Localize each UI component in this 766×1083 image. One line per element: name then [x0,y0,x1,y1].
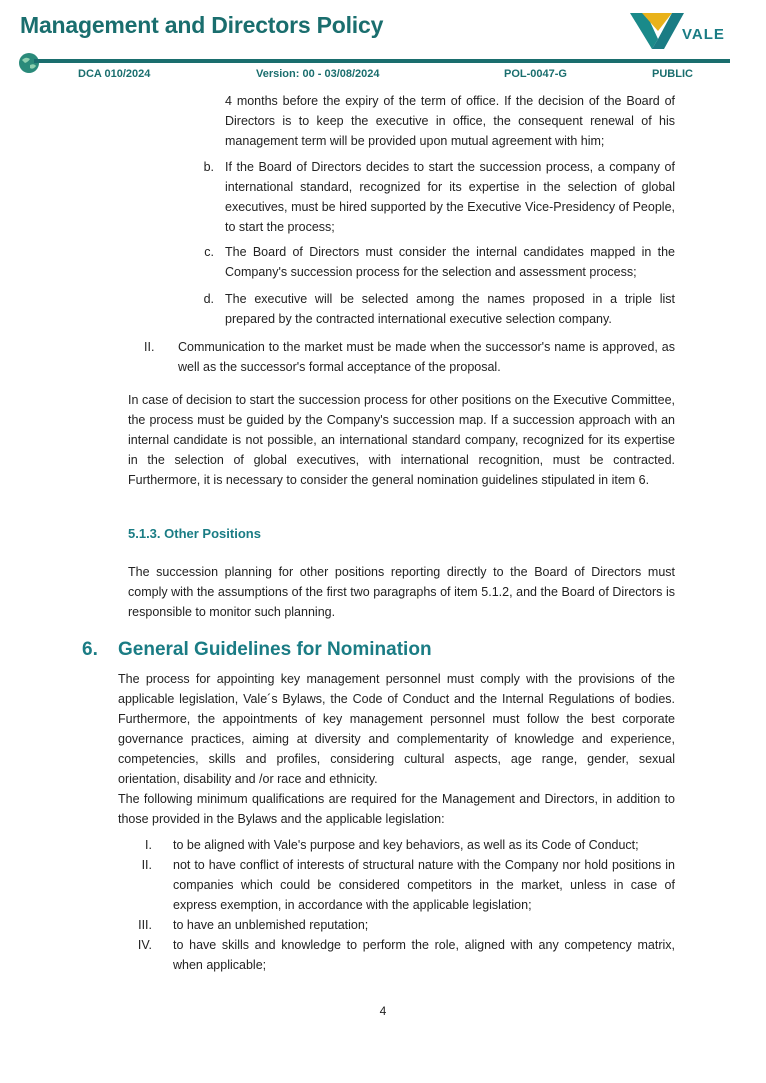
paragraph-appointment-process: The process for appointing key management personnel must comply with the provisions of the applicable legislation, Vale´s Bylaws, the Code of Conduct and the Internal Regulations of bodies. Furthermore, the appointments of key management personnel must follow the best corporate governance practices, aiming at diversity and complementarity of knowledge and experience, competencies, skills and profiles, considering cultural aspects, age range, gender, sexual orientation, disability and /or race and ethnicity. [118,672,675,786]
list-label: II. [144,340,155,354]
paragraph-executive-committee: In case of decision to start the succession process for other positions on the Executive Committee, the process must be guided by the Company's succession map. If a succession approach with an internal candidate is not possible, an international standard company, recognized for its expertise in the selection of global executives, with international recognition, must be contracted. Furthermore, it is necessary to consider the general nomination guidelines stipulated in item 6. [128,393,675,487]
list-label: b. [203,160,214,174]
version-label: Version: 00 - 03/08/2024 [256,68,380,80]
list-item: If the Board of Directors decides to start the succession process, a company of international standard, recognized for its expertise in the selection of global executives, must be hired supported by the Executive Vice-Presidency of People, to start the process; [225,160,675,234]
header-rule [34,59,730,63]
paragraph-qualifications-intro: The following minimum qualifications are required for the Management and Directors, in addition to those provided in the Bylaws and the applicable legislation: [118,792,675,826]
item-a-continuation: 4 months before the expiry of the term of office. If the decision of the Board of Directors is to keep the executive in office, the consequent renewal of his management term will be provided upon mutual agreement with him; [225,94,675,148]
list-label: II. [141,858,152,872]
logo-text: VALE [682,26,725,43]
classification-badge: PUBLIC [652,68,693,80]
globe-icon [18,52,40,74]
section-title: General Guidelines for Nomination [118,639,432,660]
list-label: c. [204,245,214,259]
subheading-other-positions: 5.1.3. Other Positions [128,526,261,541]
list-item: to be aligned with Vale's purpose and key behaviors, as well as its Code of Conduct; [173,838,639,852]
list-item: to have an unblemished reputation; [173,918,369,932]
list-label: IV. [137,938,152,952]
list-item: to have skills and knowledge to perform the role, aligned with any competency matrix, when applicable; [173,938,675,972]
paragraph-other-positions: The succession planning for other positions reporting directly to the Board of Directors must comply with the assumptions of the first two paragraphs of item 5.1.2, and the Board of Directors is responsible to monitor such planning. [128,565,675,619]
list-label: d. [203,292,214,306]
page-number: 4 [379,1004,387,1018]
list-item: The executive will be selected among the names proposed in a triple list prepared by the contracted international executive selection company. [225,292,675,326]
list-item: Communication to the market must be made when the successor's name is approved, as well as the successor's formal acceptance of the proposal. [178,340,675,374]
list-label: III. [138,918,152,932]
document-title: Management and Directors Policy [20,12,384,38]
list-item: The Board of Directors must consider the internal candidates mapped in the Company's succession process for the selection and assessment process; [225,245,675,279]
doc-code: DCA 010/2024 [78,68,151,80]
list-item: not to have conflict of interests of structural nature with the Company nor hold positions in companies which could be considered competitors in the market, unless in case of express exemption, in accordance with the applicable legislation; [173,858,675,912]
list-label: I. [145,838,152,852]
policy-id: POL-0047-G [504,68,567,80]
section-number: 6. [82,639,98,660]
